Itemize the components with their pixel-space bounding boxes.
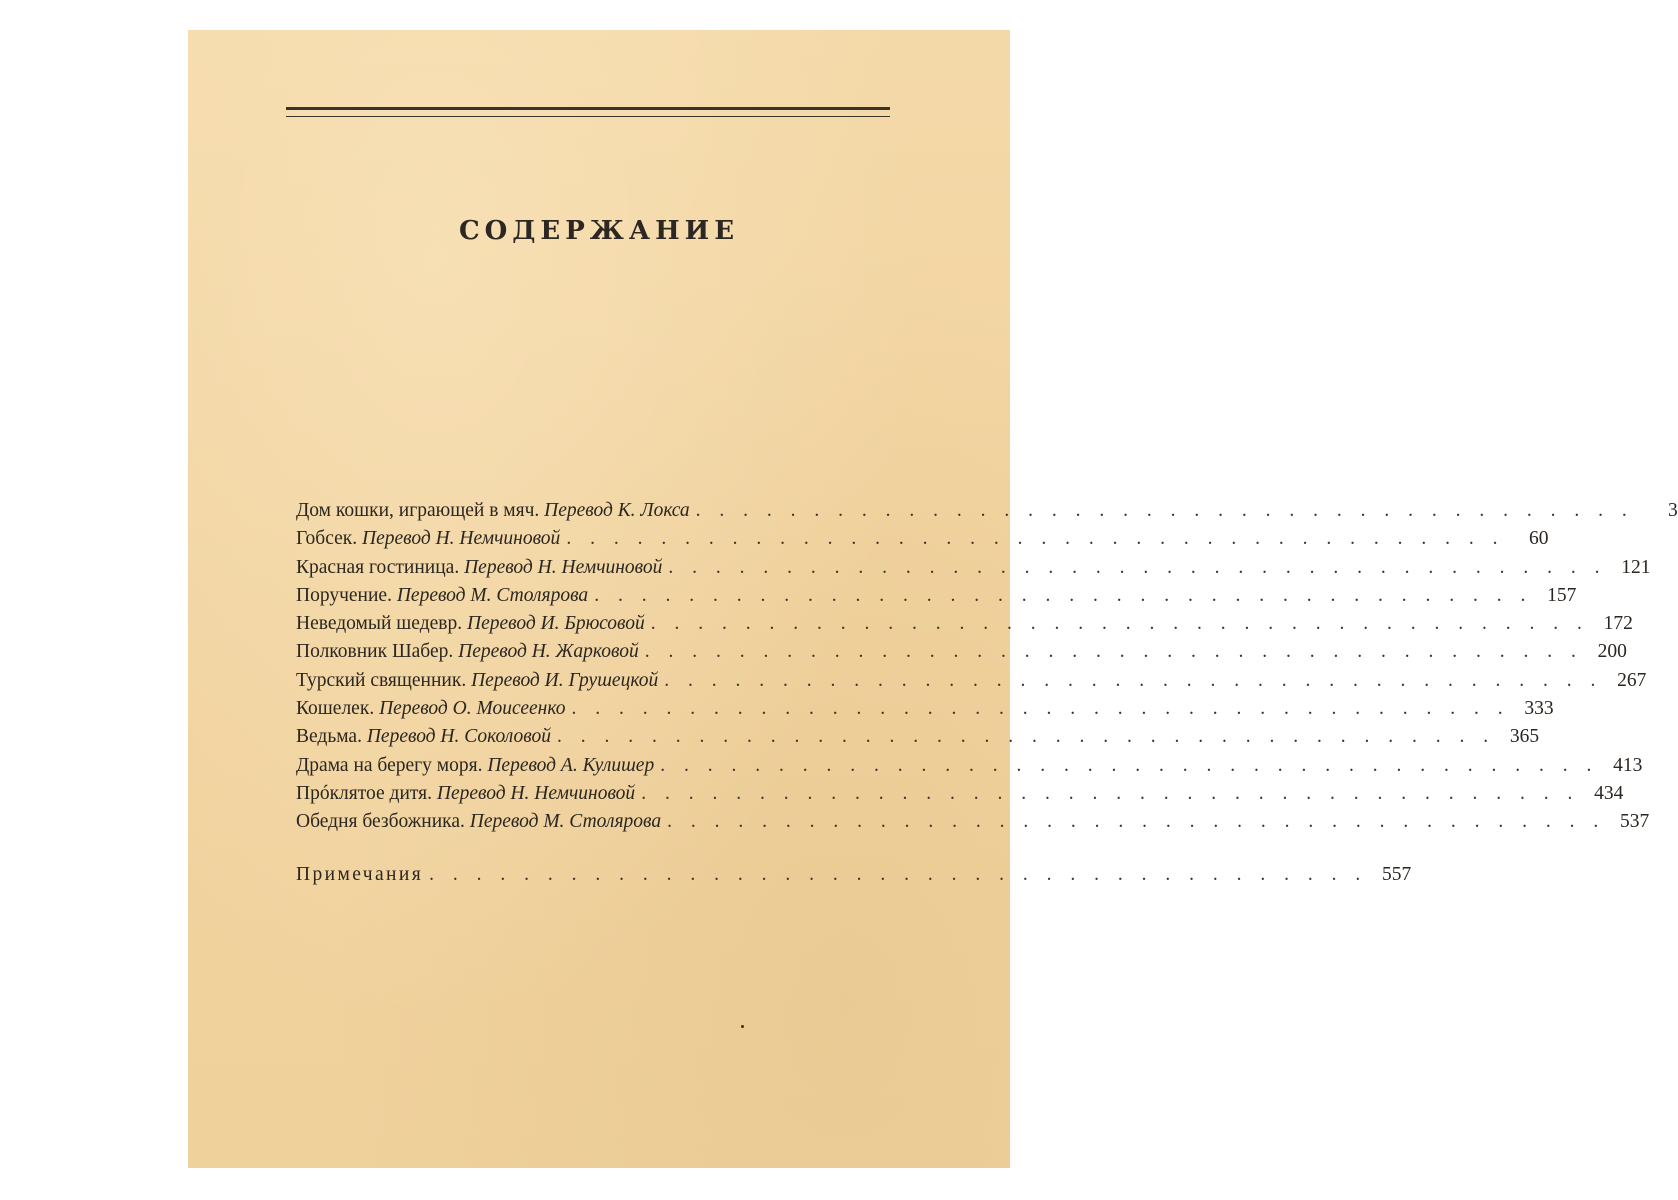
toc-row [296, 726, 1540, 754]
translator: Перевод И. Брюсовой [466, 613, 645, 635]
notes-label: Примечания [296, 863, 424, 885]
toc-row [296, 811, 1650, 839]
work-title: Красная гостиница. [296, 556, 460, 578]
toc-entry [296, 755, 654, 777]
work-title: Полковник Шабер. [296, 641, 454, 663]
leader-dots: . . . . . . . . . . . . . . . . . . . . . . . . . . . . . . . . . . . . . . . . [594, 584, 1533, 606]
toc-row [296, 754, 1643, 783]
page-number: 60 [1528, 528, 1549, 550]
translator: Перевод А. Кулишер [487, 754, 655, 776]
toc-row [296, 641, 1627, 669]
page-number: 267 [1617, 669, 1647, 691]
work-title: Гобсек. [296, 528, 358, 550]
toc-entry [296, 698, 565, 720]
toc-entry [296, 613, 645, 635]
leader-dots: . . . . . . . . . . . . . . . . . . . . . . . . . . . . . . . . . . . . . . . . [667, 811, 1606, 833]
toc-row-notes [296, 863, 1412, 892]
toc-entry [296, 726, 551, 748]
translator: Перевод Н. Жарковой [458, 641, 639, 663]
translator: Перевод М. Столярова [396, 584, 589, 606]
page-number: 200 [1597, 641, 1627, 663]
page-number: 413 [1613, 754, 1643, 776]
page-number: 434 [1594, 782, 1624, 804]
toc-row [296, 669, 1647, 698]
leader-dots: . . . . . . . . . . . . . . . . . . . . . . . . . . . . . . . . . . . . . . . . [668, 556, 1607, 578]
leader-dots: . . . . . . . . . . . . . . . . . . . . . . . . . . . . . . . . . . . . . . . . [695, 500, 1634, 521]
toc-entry [296, 500, 690, 522]
translator: Перевод И. Грушецкой [471, 669, 659, 691]
translator: Перевод Н. Немчиновой [464, 556, 663, 578]
book-page [188, 30, 1678, 1168]
translator: Перевод Н. Соколовой [366, 726, 551, 748]
toc-row [296, 613, 1633, 641]
translator: Перевод К. Локса [544, 500, 690, 521]
leader-dots: . . . . . . . . . . . . . . . . . . . . . . . . . . . . . . . . . . . . . . . . [566, 528, 1505, 550]
top-rule-thin [286, 116, 890, 117]
page-number: 3 [1668, 500, 1678, 521]
work-title: Драма на берегу моря. [296, 754, 483, 776]
leader-dots: . . . . . . . . . . . . . . . . . . . . . . . . . . . . . . . . . . . . . . . . [557, 726, 1496, 748]
paper-speck [741, 1025, 744, 1028]
work-title: Прóклятое дитя. [296, 782, 433, 804]
page-number: 121 [1621, 556, 1651, 578]
leader-dots: . . . . . . . . . . . . . . . . . . . . . . . . . . . . . . . . . . . . . . . . [664, 669, 1603, 691]
toc-row [296, 698, 1554, 726]
table-of-contents [296, 500, 1678, 892]
work-title: Кошелек. [296, 698, 375, 720]
toc-entry [296, 783, 635, 805]
work-title: Поручение. [296, 584, 392, 606]
page-number: 157 [1547, 584, 1577, 606]
work-title: Ведьма. [296, 726, 362, 748]
translator: Перевод О. Моисеенко [379, 698, 566, 720]
work-title: Турский священник. [296, 669, 467, 691]
toc-entry [296, 557, 662, 579]
work-title: Дом кошки, играющей в мяч. [296, 500, 540, 521]
leader-dots: . . . . . . . . . . . . . . . . . . . . . . . . . . . . . . . . . . . . . . . . [641, 782, 1580, 804]
page-number: 333 [1524, 698, 1554, 720]
leader-dots: . . . . . . . . . . . . . . . . . . . . . . . . . . . . . . . . . . . . . . . . [429, 863, 1368, 885]
work-title: Неведомый шедевр. [296, 613, 463, 635]
page-number: 172 [1603, 613, 1633, 635]
toc-entry [296, 641, 639, 663]
page-title: СОДЕРЖАНИЕ [458, 216, 740, 246]
toc-row [296, 782, 1624, 811]
page-number: 365 [1509, 726, 1540, 748]
leader-dots: . . . . . . . . . . . . . . . . . . . . . . . . . . . . . . . . . . . . . . . . [571, 698, 1510, 720]
leader-dots: . . . . . . . . . . . . . . . . . . . . . . . . . . . . . . . . . . . . . . . . [644, 641, 1583, 663]
translator: Перевод М. Столярова [469, 811, 662, 833]
page-number: 537 [1619, 811, 1650, 833]
toc-entry [296, 811, 661, 833]
toc-entry [296, 528, 560, 550]
leader-dots: . . . . . . . . . . . . . . . . . . . . . . . . . . . . . . . . . . . . . . . . [650, 613, 1589, 635]
leader-dots: . . . . . . . . . . . . . . . . . . . . . . . . . . . . . . . . . . . . . . . . [660, 754, 1599, 776]
page-number: 557 [1381, 863, 1412, 885]
toc-row [296, 528, 1549, 556]
toc-row [296, 584, 1577, 613]
top-rule-thick [286, 107, 890, 110]
toc-row [296, 556, 1651, 585]
toc-entry [296, 670, 658, 692]
work-title: Обедня безбожника. [296, 811, 465, 833]
translator: Перевод Н. Немчиновой [436, 782, 636, 804]
translator: Перевод Н. Немчиновой [362, 528, 561, 550]
toc-row [296, 500, 1678, 528]
toc-entry [296, 585, 588, 607]
